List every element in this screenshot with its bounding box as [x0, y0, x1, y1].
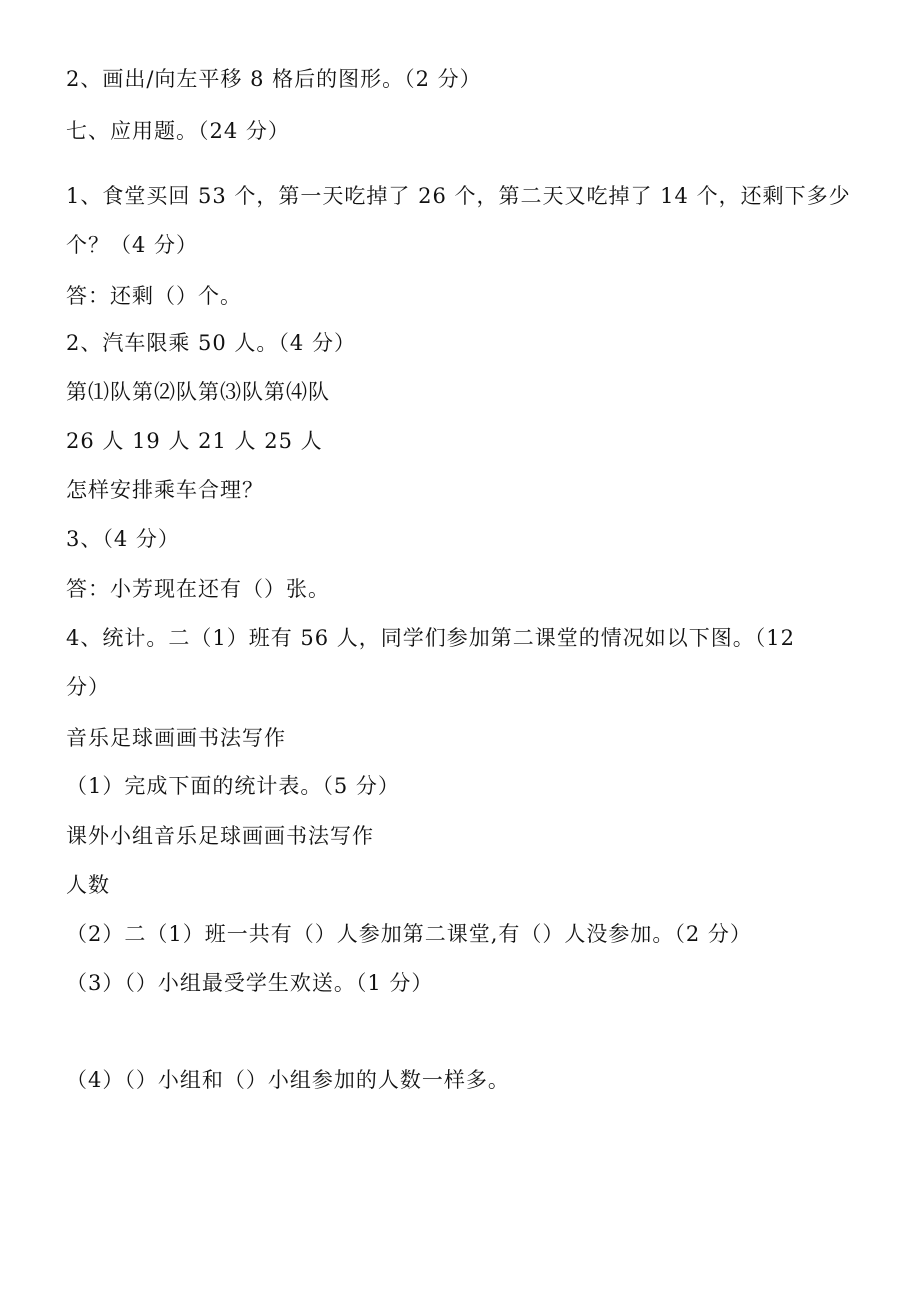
question-4-text-continued: 分）: [66, 675, 110, 699]
team-labels: 第⑴队第⑵队第⑶队第⑷队: [66, 380, 330, 404]
subquestion-3: （3）（）小组最受学生欢送。（1 分）: [66, 971, 434, 995]
subquestion-2: （2）二（1）班一共有（）人参加第二课堂,有（）人没参加。（2 分）: [66, 922, 752, 946]
activity-labels: 音乐足球画画书法写作: [66, 726, 286, 750]
subquestion-4: （4）（）小组和（）小组参加的人数一样多。: [66, 1068, 510, 1092]
section-heading-application: 七、应用题。（24 分）: [66, 119, 290, 143]
stat-table-header: 课外小组音乐足球画画书法写作: [66, 824, 374, 848]
question-4-text: 4、统计。二（1）班有 56 人，同学们参加第二课堂的情况如以下图。（12: [66, 626, 796, 650]
question-3-answer: 答：小芳现在还有（）张。: [66, 577, 330, 601]
question-2-prompt: 怎样安排乘车合理？: [66, 478, 264, 502]
question-1-text: 1、食堂买回 53 个，第一天吃掉了 26 个，第二天又吃掉了 14 个，还剩下多少: [66, 184, 851, 208]
question-translation-drawing: 2、画出/向左平移 8 格后的图形。（2 分）: [66, 67, 482, 91]
question-1-text-continued: 个？（4 分）: [66, 233, 199, 257]
question-2-text: 2、汽车限乘 50 人。（4 分）: [66, 331, 356, 355]
subquestion-1: （1）完成下面的统计表。（5 分）: [66, 774, 400, 798]
stat-table-row-label: 人数: [66, 873, 110, 897]
team-counts: 26 人 19 人 21 人 25 人: [66, 429, 323, 453]
question-1-answer: 答：还剩（）个。: [66, 284, 242, 308]
question-3-text: 3、（4 分）: [66, 527, 180, 551]
